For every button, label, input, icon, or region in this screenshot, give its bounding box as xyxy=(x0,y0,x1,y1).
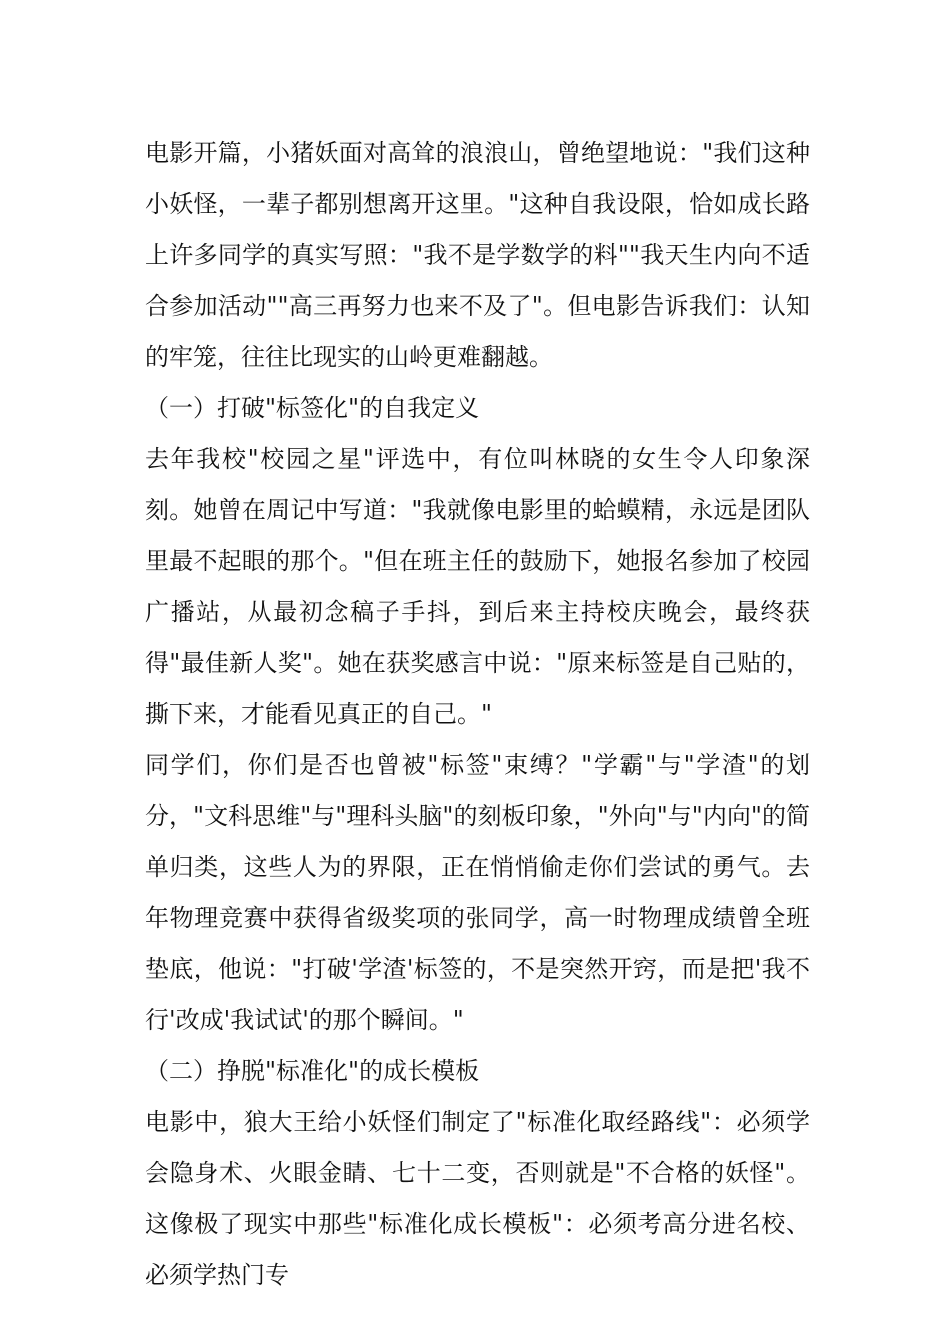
paragraph-labels: 同学们，你们是否也曾被"标签"束缚？"学霸"与"学渣"的划分，"文科思维"与"理科头脑"的刻板印象，"外向"与"内向"的简单归类，这些人为的界限，正在悄悄偷走你们尝试的勇气。去年物理竞赛中获得省级奖项的张同学，高一时物理成绩曾全班垫底，他说："打破'学渣'标签的，不是突然开窍，而是把'我不行'改成'我试试'的那个瞬间。" xyxy=(145,751,810,1034)
paragraph-intro: 电影开篇，小猪妖面对高耸的浪浪山，曾绝望地说："我们这种小妖怪，一辈子都别想离开这里。"这种自我设限，恰如成长路上许多同学的真实写照："我不是学数学的料""我天生内向不适合参加活动""高三再努力也来不及了"。但电影告诉我们：认知的牢笼，往往比现实的山岭更难翻越。 xyxy=(145,139,810,371)
section-heading-2: （二）挣脱"标准化"的成长模板 xyxy=(145,1057,480,1085)
paragraph-linxiao: 去年我校"校园之星"评选中，有位叫林晓的女生令人印象深刻。她曾在周记中写道："我就像电影里的蛤蟆精，永远是团队里最不起眼的那个。"但在班主任的鼓励下，她报名参加了校园广播站，从最初念稿子手抖，到后来主持校庆晚会，最终获得"最佳新人奖"。她在获奖感言中说："原来标签是自己贴的，撕下来，才能看见真正的自己。" xyxy=(145,445,810,728)
body-text xyxy=(145,128,810,1301)
section-heading-1: （一）打破"标签化"的自我定义 xyxy=(145,394,480,422)
paragraph-template: 电影中，狼大王给小妖怪们制定了"标准化取经路线"：必须学会隐身术、火眼金睛、七十二变，否则就是"不合格的妖怪"。这像极了现实中那些"标准化成长模板"：必须考高分进名校、必须学热门专 xyxy=(145,1108,810,1289)
